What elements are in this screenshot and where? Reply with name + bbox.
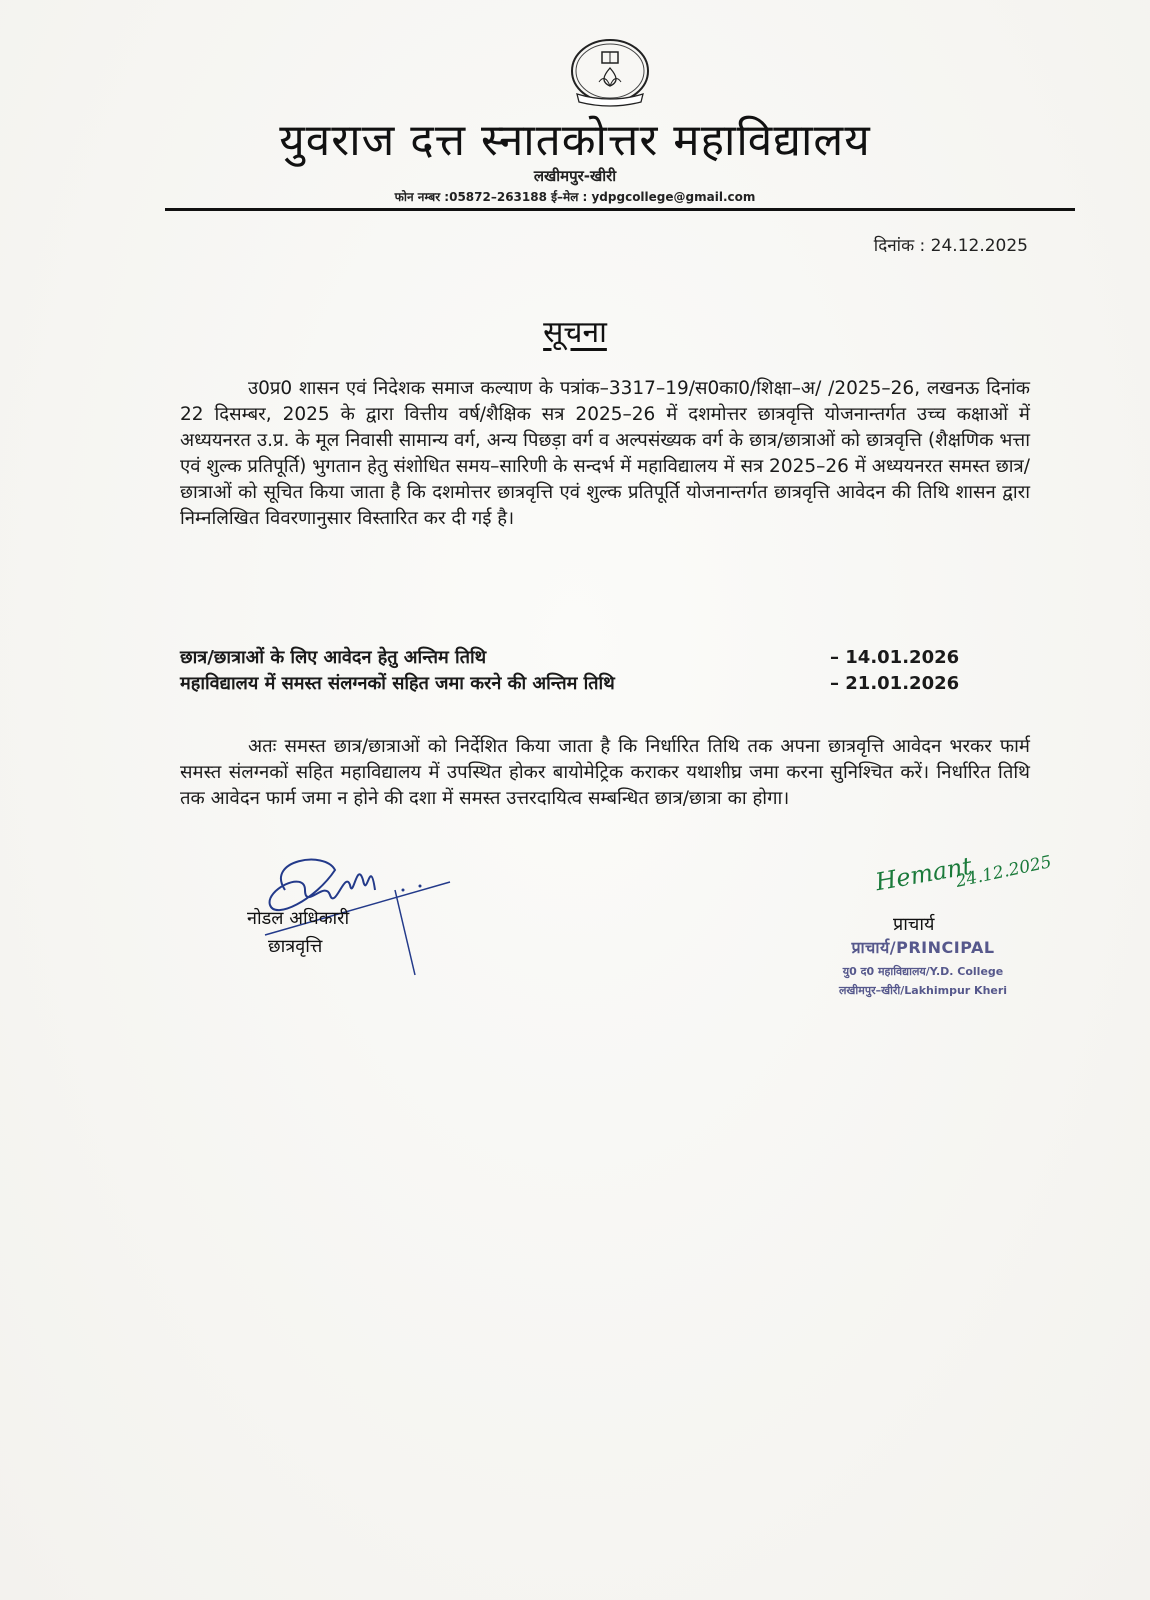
college-emblem-icon <box>565 38 655 110</box>
principal-signature-date: 24.12.2025 <box>953 852 1054 892</box>
deadline-label: महाविद्यालय में समस्त संलग्नकों सहित जमा करने की अन्तिम तिथि <box>180 673 615 694</box>
college-name: युवराज दत्त स्नातकोत्तर महाविद्यालय <box>279 115 871 166</box>
college-contact: फोन नम्बर :05872–263188 ई–मेल : ydpgcollege@gmail.com <box>394 190 756 204</box>
principal-title: प्राचार्य <box>893 914 935 935</box>
deadlines-list <box>180 645 970 697</box>
college-city: लखीमपुर-खीरी <box>533 167 617 185</box>
stamp-line-1: प्राचार्य/PRINCIPAL <box>851 938 995 957</box>
stamp-line-2: यु0 द0 महाविद्यालय/Y.D. College <box>842 965 1004 978</box>
notice-title <box>0 310 1150 351</box>
deadline-row-submission <box>180 671 970 697</box>
body-paragraph-2-text: अतः समस्त छात्र/छात्राओं को निर्देशित किया जाता है कि निर्धारित तिथि तक अपना छात्रवृत्ति आवेदन भरकर फार्म समस्त संलग्नकों सहित महाविद्यालय में उपस्थित होकर बायोमेट्रिक कराकर यथाशीघ्र जमा करना सुनिश्चित करें। निर्धारित तिथि तक आवेदन फार्म जमा न होने की दशा में समस्त उत्तरदायित्व सम्बन्धित छात्र/छात्रा का होगा। <box>180 736 1030 809</box>
body-paragraph-2 <box>180 734 1030 812</box>
nodal-officer-department: छात्रवृत्ति <box>268 936 323 957</box>
notice-date: दिनांक : 24.12.2025 <box>873 236 1028 256</box>
principal-signature: Hemant <box>873 851 975 897</box>
body-paragraph-1-text: उ0प्र0 शासन एवं निदेशक समाज कल्याण के पत्रांक–3317–19/स0का0/शिक्षा–अ/ /2025–26, लखनऊ दिनांक 22 दिसम्बर, 2025 के द्वारा वित्तीय वर्ष/शैक्षिक सत्र 2025–26 में दशमोत्तर छात्रवृत्ति योजनान्तर्गत उच्च कक्षाओं में अध्ययनरत उ.प्र. के मूल निवासी सामान्य वर्ग, अन्य पिछड़ा वर्ग व अल्पसंख्यक वर्ग के छात्र/छात्राओं को छात्रवृत्ति (शैक्षणिक भत्ता एवं शुल्क प्रतिपूर्ति) भुगतान हेतु संशोधित समय–सारिणी के सन्दर्भ में महाविद्यालय में सत्र 2025–26 में अध्ययनरत समस्त छात्र/छात्राओं को सूचित किया जाता है कि दशमोत्तर छात्रवृत्ति एवं शुल्क प्रतिपूर्ति योजनान्तर्गत छात्रवृत्ति आवेदन की तिथि शासन द्वारा निम्नलिखित विवरणानुसार विस्तारित कर दी गई है। <box>180 378 1030 529</box>
deadline-value: – 14.01.2026 <box>830 647 960 668</box>
nodal-officer-title: नोडल अधिकारी <box>247 908 350 929</box>
deadline-value: – 21.01.2026 <box>830 673 960 694</box>
principal-stamp <box>808 936 1038 998</box>
deadline-row-application <box>180 645 970 671</box>
notice-title-text: सूचना <box>543 315 607 350</box>
stamp-line-3: लखीमपुर–खीरी/Lakhimpur Kheri <box>838 984 1008 997</box>
body-paragraph-1 <box>180 376 1030 532</box>
header-divider <box>165 208 1075 211</box>
deadline-label: छात्र/छात्राओं के लिए आवेदन हेतु अन्तिम तिथि <box>180 647 487 668</box>
